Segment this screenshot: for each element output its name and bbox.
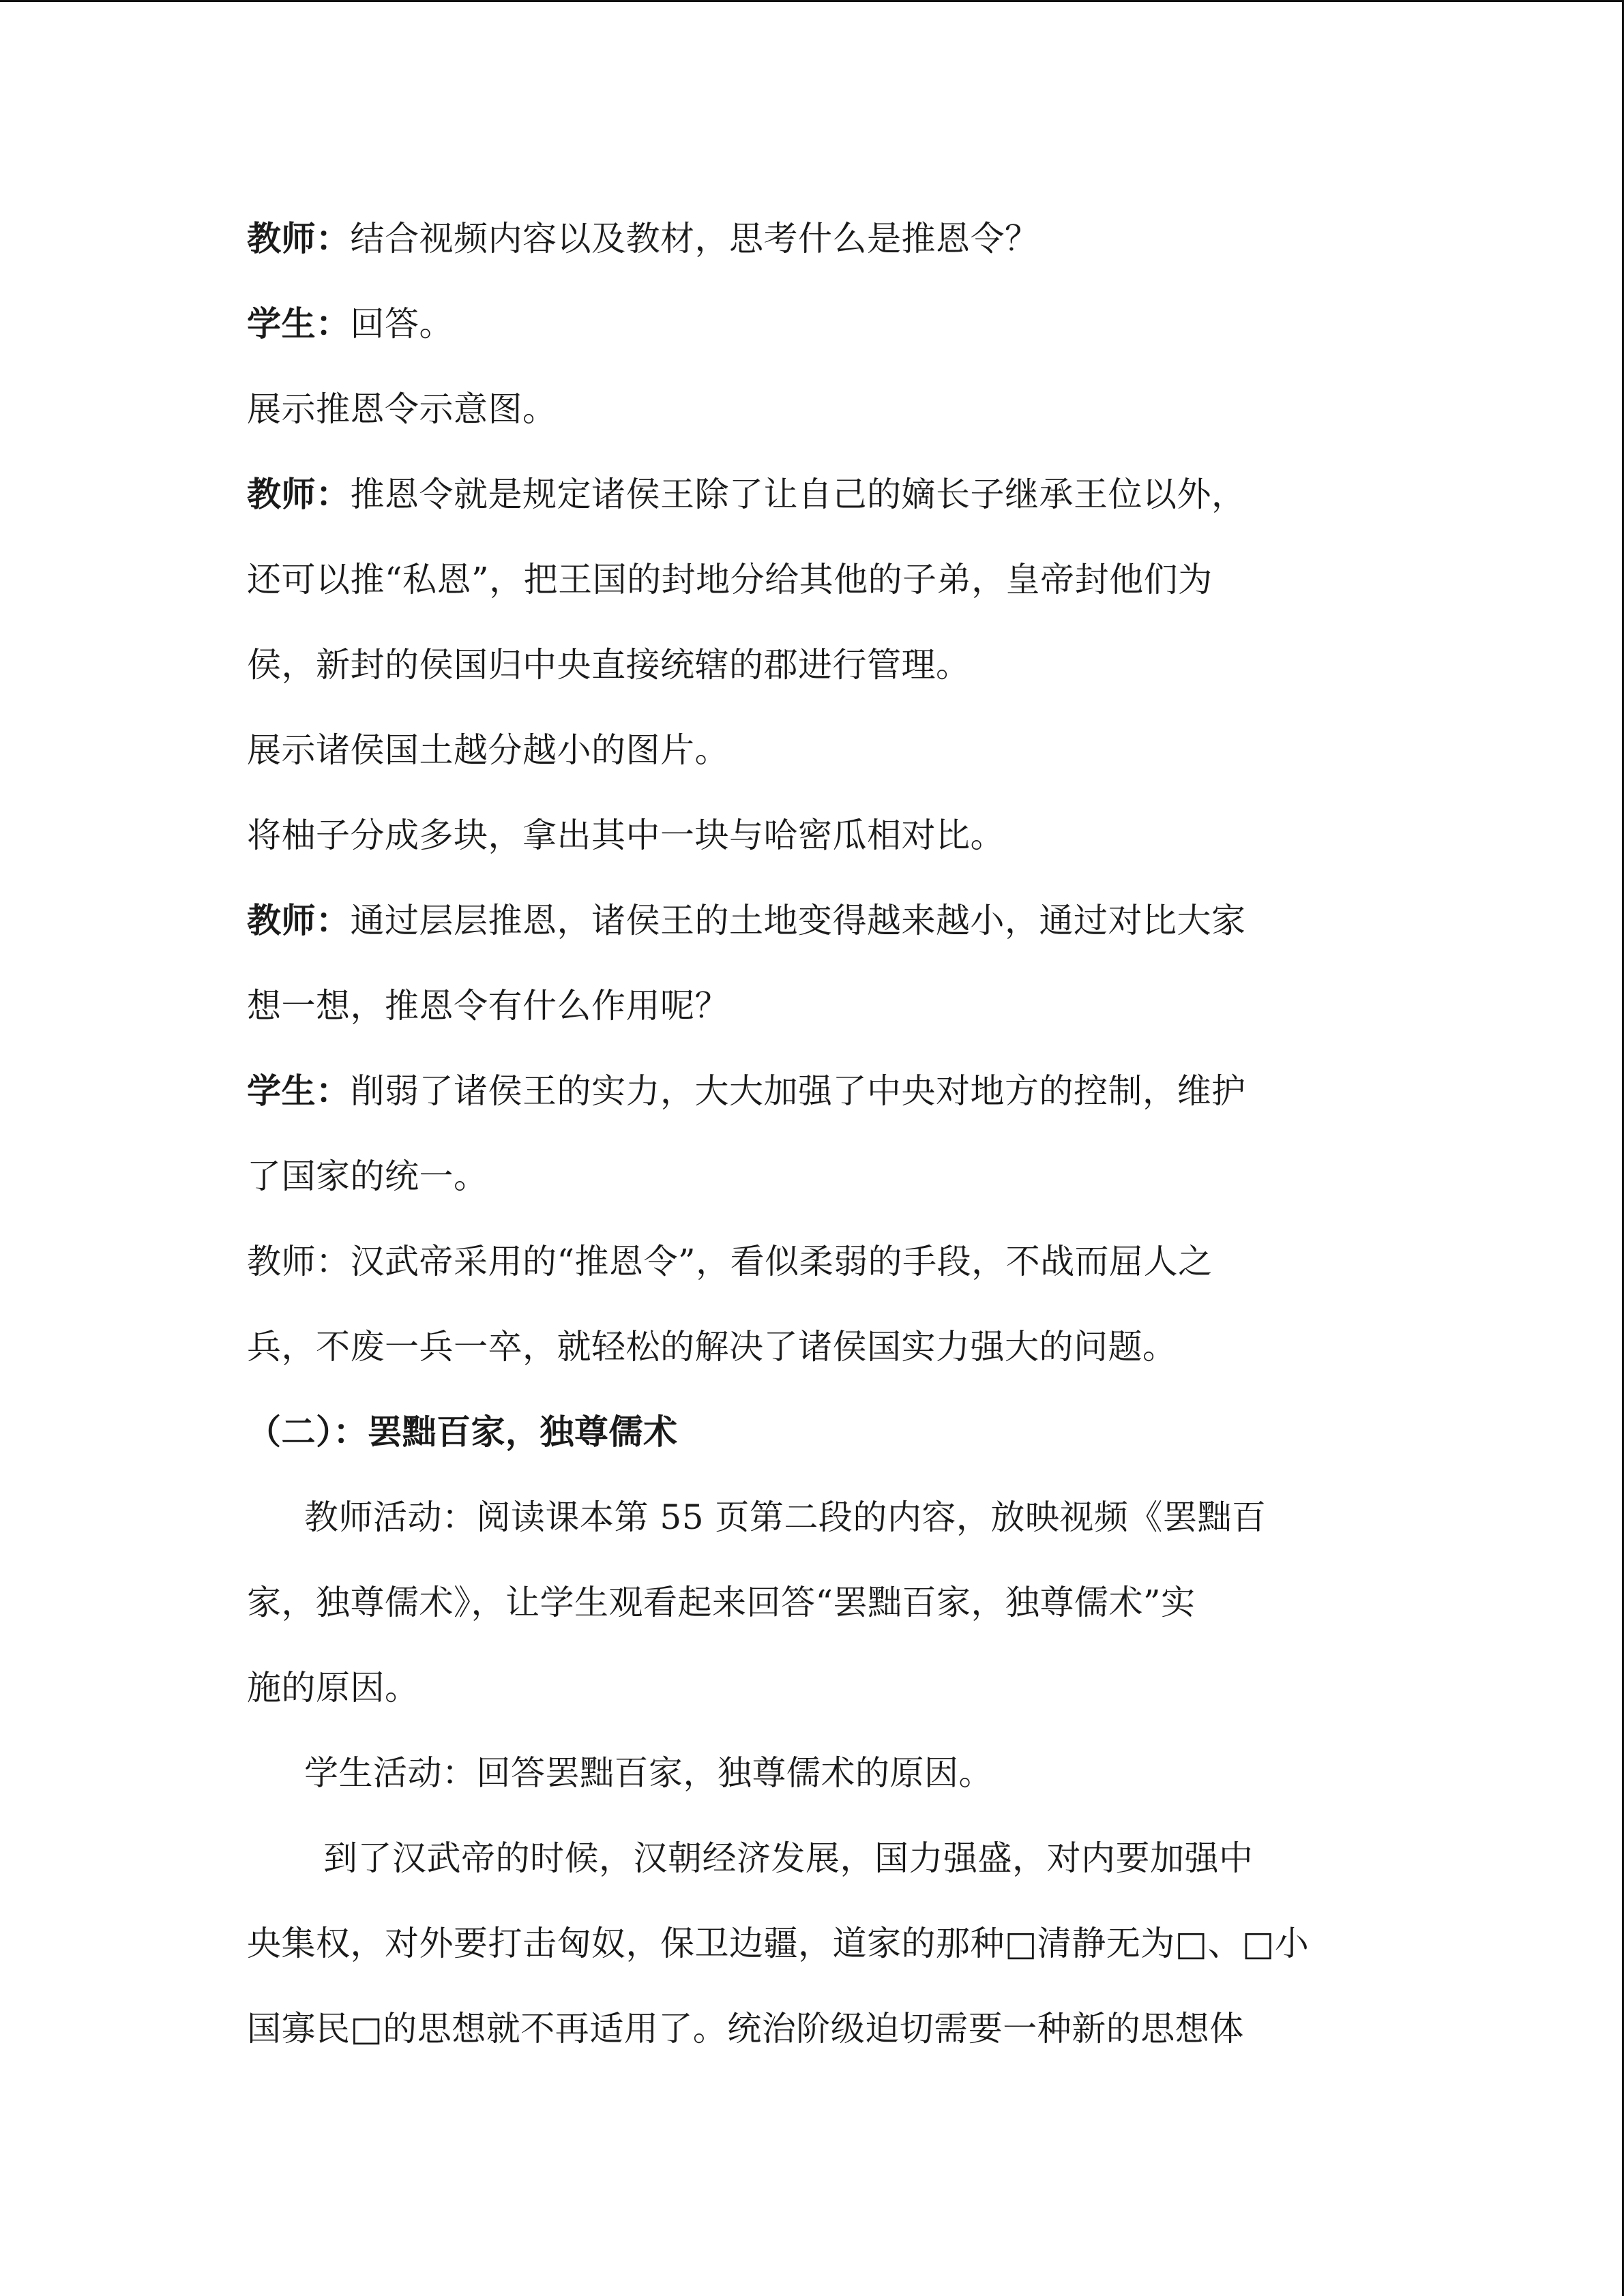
speaker-label: 学生： [247, 303, 351, 344]
text-line-3 [247, 378, 1365, 464]
line-text: 还可以推“私恩”，把王国的封地分给其他的子弟，皇帝封他们为 [247, 560, 1213, 599]
line-text: 结合视频内容以及教材，思考什么是推恩令？ [350, 219, 1039, 258]
line-text: 教师活动：阅读课本第 55 页第二段的内容，放映视频《罢黜百 [304, 1497, 1267, 1537]
speaker-label: 教师： [247, 218, 351, 258]
document-body [247, 208, 1365, 2083]
speaker-label: 教师： [247, 900, 351, 940]
line-text: 央集权，对外要打击匈奴，保卫边疆，道家的那种□清静无为□、□小 [247, 1924, 1310, 1963]
line-text: 展示诸侯国土越分越小的图片。 [247, 730, 729, 770]
line-text: 家，独尊儒术》，让学生观看起来回答“罢黜百家，独尊儒术”实 [247, 1583, 1196, 1622]
text-line-4 [247, 464, 1365, 549]
line-text: 学生活动：回答罢黜百家，独尊儒术的原因。 [304, 1753, 993, 1793]
line-text: 将柚子分成多块，拿出其中一块与哈密瓜相对比。 [247, 816, 1005, 855]
line-text: 兵，不废一兵一卒，就轻松的解决了诸侯国实力强大的问题。 [247, 1327, 1177, 1367]
line-text: 施的原因。 [247, 1668, 419, 1708]
speaker-label: 教师： [247, 474, 351, 514]
line-text: 回答。 [350, 304, 454, 344]
text-line-8 [247, 805, 1365, 890]
line-text: 通过层层推恩，诸侯王的土地变得越来越小，通过对比大家 [350, 901, 1246, 940]
line-text: 展示推恩令示意图。 [247, 389, 557, 429]
section-heading-text: （二）：罢黜百家，独尊儒术 [247, 1412, 678, 1452]
text-line-7 [247, 719, 1365, 805]
line-text: 国寡民□的思想就不再适用了。统治阶级迫切需要一种新的思想体 [247, 2009, 1244, 2048]
text-line-2 [247, 293, 1365, 378]
text-line-5 [247, 549, 1365, 634]
text-line-14 [247, 1316, 1365, 1401]
text-line-12 [247, 1146, 1365, 1231]
speaker-label: 学生： [247, 1071, 351, 1111]
text-line-19 [247, 1742, 1365, 1828]
page-border-top [0, 0, 1624, 2]
text-line-18 [247, 1657, 1365, 1742]
text-line-21 [247, 1913, 1365, 1998]
line-text: 削弱了诸侯王的实力，大大加强了中央对地方的控制，维护 [350, 1071, 1246, 1111]
line-text: 想一想，推恩令有什么作用呢？ [247, 986, 729, 1026]
text-line-1 [247, 208, 1365, 293]
line-text: 侯，新封的侯国归中央直接统辖的郡进行管理。 [247, 645, 971, 685]
text-line-17 [247, 1572, 1365, 1657]
text-line-10 [247, 975, 1365, 1060]
text-line-9 [247, 890, 1365, 975]
text-line-16 [247, 1487, 1365, 1572]
section-heading [247, 1401, 1365, 1487]
line-text: 到了汉武帝的时候，汉朝经济发展，国力强盛，对内要加强中 [323, 1838, 1254, 1878]
line-text: 推恩令就是规定诸侯王除了让自己的嫡长子继承王位以外， [350, 475, 1246, 514]
line-text: 教师：汉武帝采用的“推恩令”，看似柔弱的手段，不战而屈人之 [247, 1242, 1213, 1281]
text-line-20 [247, 1828, 1365, 1913]
line-text: 了国家的统一。 [247, 1157, 488, 1196]
text-line-11 [247, 1060, 1365, 1146]
text-line-6 [247, 634, 1365, 719]
text-line-13 [247, 1231, 1365, 1316]
text-line-22 [247, 1998, 1365, 2083]
